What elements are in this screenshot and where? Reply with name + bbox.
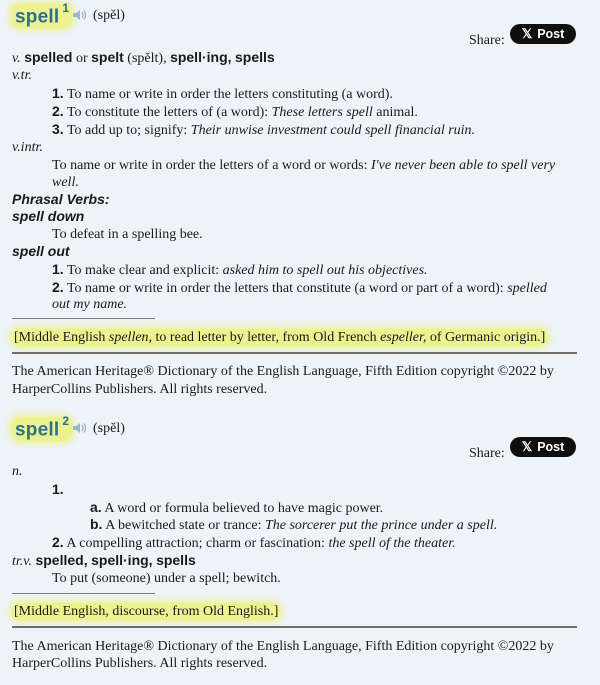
headword-spell-1 xyxy=(12,1,72,28)
headword-text: spell xyxy=(15,419,60,441)
x-logo-icon: 𝕏 xyxy=(521,439,533,454)
x-post-button[interactable] xyxy=(510,24,576,44)
copyright-line-2: HarperCollins Publishers. All rights reserved. xyxy=(12,382,268,397)
phrasal-verb-spell-down: spell down xyxy=(12,208,85,224)
pronunciation: (spĕl) xyxy=(93,8,125,23)
phrasal-verb-spell-out: spell out xyxy=(12,243,70,259)
x-post-label: Post xyxy=(537,27,565,41)
pronunciation: (spĕl) xyxy=(93,421,125,436)
speaker-icon[interactable] xyxy=(71,421,89,435)
copyright-line-1: The American Heritage® Dictionary of the English Language, Fifth Edition copyright ©2022 by xyxy=(12,364,554,379)
copyright-line-2: HarperCollins Publishers. All rights reserved. xyxy=(12,656,268,671)
homograph-number: 1 xyxy=(62,1,70,15)
verb-forms: tr.v. spelled, spell·ing, spells xyxy=(12,552,196,569)
pos-label-intransitive: v.intr. xyxy=(12,140,43,155)
share-label: Share: xyxy=(469,33,505,48)
definition-2: 2. A compelling attraction; charm or fascination: the spell of the theater. xyxy=(52,534,456,551)
phrasal-verb-2-sense-1: 1. To make clear and explicit: asked him to spell out his objectives. xyxy=(52,261,428,278)
homograph-number: 2 xyxy=(62,414,70,428)
phrasal-verb-2-sense-2-cont: out my name. xyxy=(52,297,128,312)
headword-text: spell xyxy=(15,6,60,28)
share-label: Share: xyxy=(469,446,505,461)
definition-3: 3. To add up to; signify: Their unwise investment could spell financial ruin. xyxy=(52,121,476,138)
headword-spell-2 xyxy=(12,414,72,441)
definition-intransitive: To name or write in order the letters of a word or words: I've never been able to spell very xyxy=(52,158,556,173)
copyright-line-1: The American Heritage® Dictionary of the English Language, Fifth Edition copyright ©2022 by xyxy=(12,639,554,654)
divider-short xyxy=(12,318,155,319)
speaker-icon[interactable] xyxy=(71,8,89,22)
definition-1-number: 1. xyxy=(52,481,64,497)
divider-long xyxy=(12,352,577,354)
definition-1: 1. To name or write in order the letters constituting (a word). xyxy=(52,85,393,102)
divider-long xyxy=(12,626,577,628)
definition-1a: a. A word or formula believed to have magic power. xyxy=(90,499,384,516)
definition-intransitive-cont: well. xyxy=(52,175,79,190)
x-post-label: Post xyxy=(537,440,565,454)
etymology-1: [Middle English spellen, to read letter by letter, from Old French espeller, of Germanic origin.] xyxy=(14,330,546,345)
phrasal-verb-1-def: To defeat in a spelling bee. xyxy=(52,227,203,242)
x-post-button[interactable] xyxy=(510,437,576,457)
pos-label-transitive: v.tr. xyxy=(12,68,32,83)
x-logo-icon: 𝕏 xyxy=(521,26,533,41)
inflected-forms: v. spelled or spelt (spĕlt), spell·ing, spells xyxy=(12,49,275,66)
definition-transitive-verb: To put (someone) under a spell; bewitch. xyxy=(52,571,281,586)
divider-short xyxy=(12,593,155,594)
pos-label-noun: n. xyxy=(12,464,23,479)
phrasal-verb-2-sense-2: 2. To name or write in order the letters that constitute (a word or part of a word): spelled xyxy=(52,279,547,296)
phrasal-verbs-heading: Phrasal Verbs: xyxy=(12,191,110,207)
definition-2: 2. To constitute the letters of (a word): These letters spell animal. xyxy=(52,103,418,120)
definition-1b: b. A bewitched state or trance: The sorcerer put the prince under a spell. xyxy=(90,516,498,533)
etymology-2: [Middle English, discourse, from Old English.] xyxy=(14,604,279,619)
